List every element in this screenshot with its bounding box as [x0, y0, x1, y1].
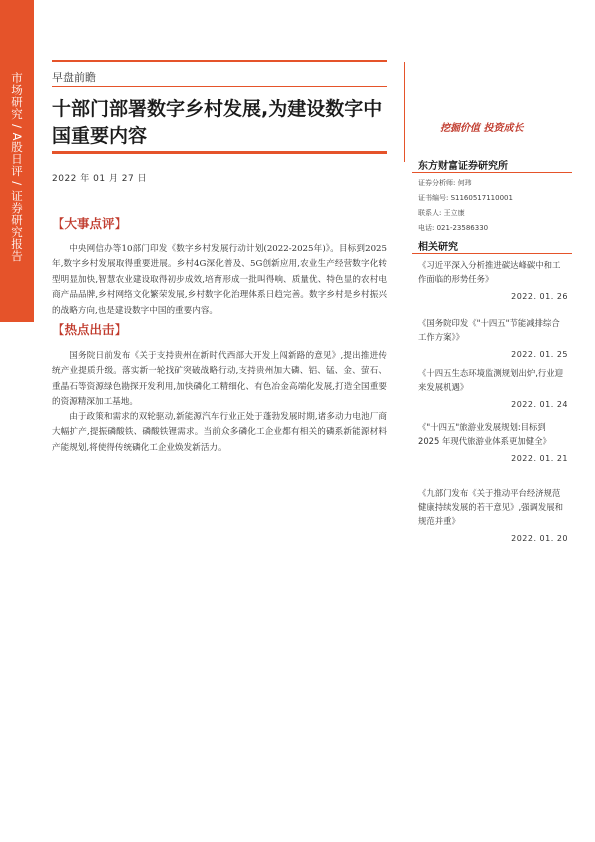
- bracket-open: 【: [52, 216, 65, 231]
- related-item-date: 2022. 01. 26: [511, 292, 568, 301]
- related-item-date: 2022. 01. 21: [511, 454, 568, 463]
- related-research-title: 相关研究: [418, 242, 458, 253]
- analyst-line: 证券分析师: 何玮: [418, 179, 472, 187]
- related-item-date: 2022. 01. 24: [511, 400, 568, 409]
- bracket-open: 【: [52, 322, 65, 337]
- related-item-title[interactable]: 《国务院印发《"十四五"节能减排综合工作方案》》: [418, 318, 560, 342]
- paragraph: 国务院日前发布《关于支持贵州在新时代西部大开发上闯新路的意见》,提出推进传统产业提质升级。落实新一轮找矿突破战略行动,支持贵州加大磷、铝、锰、金、萤石、重晶石等资源绿色勘探开发利用,加快磷化工精细化、有色冶金高端化发展,打造全国重要的资源精深加工基地。: [52, 351, 387, 408]
- paragraph: 中央网信办等10部门印发《数字乡村发展行动计划(2022-2025年)》。目标到2025年,数字乡村发展取得重要进展。乡村4G深化普及、5G创新应用,农业生产经营数字化转型明显加快,智慧农业建设取得初步成效,培育形成一批叫得响、质量优、特色显的农村电商产品品牌,乡村网络文化繁荣发展,乡村数字化治理体系日趋完善。数字乡村是乡村振兴的战略方向,也是建设数字中国的重要内容。: [52, 244, 387, 316]
- slogan: 挖掘价值 投资成长: [440, 123, 524, 134]
- related-item[interactable]: [418, 420, 568, 463]
- title-rule: [52, 151, 387, 154]
- section-heading-text: 热点出击: [64, 322, 115, 337]
- related-item-date: 2022. 01. 20: [511, 534, 568, 543]
- section-heading-text: 大事点评: [64, 216, 115, 231]
- top-rule: [52, 60, 387, 62]
- doc-type: 早盘前瞻: [52, 71, 96, 84]
- header-divider: [404, 62, 405, 162]
- related-item-title[interactable]: 《九部门发布《关于推动平台经济规范健康持续发展的若干意见》,强调发展和规范并重》: [418, 488, 564, 526]
- section-heading-hotspots: [52, 320, 127, 338]
- page-title: 十部门部署数字乡村发展,为建设数字中国重要内容: [52, 98, 383, 147]
- contact-line: 联系人: 王立康: [418, 209, 465, 217]
- related-item[interactable]: [418, 258, 568, 301]
- related-item-title[interactable]: 《"十四五"旅游业发展规划:目标到 2025 年现代旅游业体系更加健全》: [418, 422, 551, 446]
- paragraph: 由于政策和需求的双轮驱动,新能源汽车行业正处于蓬勃发展时期,诸多动力电池厂商大幅扩产,提振磷酸铁、磷酸铁锂需求。当前众多磷化工企业都有相关的磷系新能源材料产能规划,将使得传统磷化工企业焕发新活力。: [52, 412, 387, 453]
- doc-type-rule: [52, 86, 387, 87]
- bracket-close: 】: [114, 216, 128, 231]
- institution-name: 东方财富证券研究所: [418, 161, 508, 172]
- report-date: 2022 年 01 月 27 日: [52, 174, 148, 184]
- related-item[interactable]: [418, 366, 568, 409]
- related-item[interactable]: [418, 316, 568, 359]
- related-item-title[interactable]: 《习近平深入分析推进碳达峰碳中和工作面临的形势任务》: [418, 260, 561, 284]
- related-item-title[interactable]: 《十四五生态环境监测规划出炉,行业迎来发展机遇》: [418, 368, 564, 392]
- certificate-line: 证书编号: S1160517110001: [418, 194, 513, 202]
- related-item[interactable]: [418, 486, 568, 543]
- sidebar-label: 市场研究 / A股日评 / 证券研究报告: [10, 72, 24, 262]
- institution-rule: [412, 172, 572, 173]
- related-rule: [412, 253, 572, 254]
- bracket-close: 】: [114, 322, 128, 337]
- sidebar: [0, 0, 34, 842]
- section-heading-events: [52, 214, 127, 232]
- phone-line: 电话: 021-23586330: [418, 224, 489, 232]
- related-item-date: 2022. 01. 25: [511, 350, 568, 359]
